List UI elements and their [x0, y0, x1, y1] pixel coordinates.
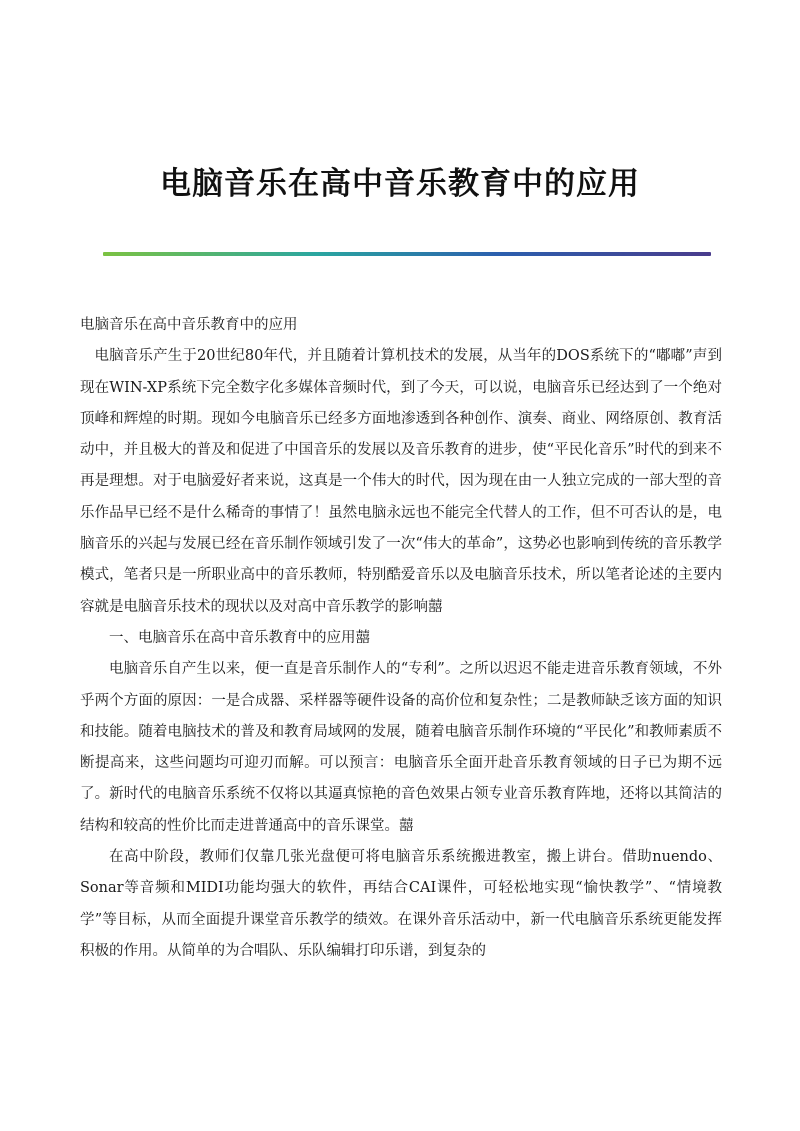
paragraph-3: 在高中阶段，教师们仅靠几张光盘便可将电脑音乐系统搬进教室，搬上讲台。借助nuendo、Sonar等音频和MIDI功能均强大的软件，再结合CAI课件，可轻松地实现“愉快教学”、“情境教学”等目标，从而全面提升课堂音乐教学的绩效。在课外音乐活动中，新一代电脑音乐系统更能发挥积极的作用。从简单的为合唱队、乐队编辑打印乐谱，到复杂的 [80, 849, 722, 959]
document-title: 电脑音乐在高中音乐教育中的应用 [160, 166, 640, 202]
document-subtitle: 电脑音乐在高中音乐教育中的应用 [80, 317, 298, 333]
paragraph-2: 电脑音乐自产生以来，便一直是音乐制作人的“专利”。之所以迟迟不能走进音乐教育领域，不外乎两个方面的原因：一是合成器、采样器等硬件设备的高价位和复杂性；二是教师缺乏该方面的知识和技能。随着电脑技术的普及和教育局域网的发展，随着电脑音乐制作环境的“平民化”和教师素质不断提高来，这些问题均可迎刃而解。可以预言：电脑音乐全面开赴音乐教育领域的日子已为期不远了。新时代的电脑音乐系统不仅将以其逼真惊艳的音色效果占领专业音乐教育阵地，还将以其简洁的结构和较高的性价比而走进普通高中的音乐课堂。囍 [80, 661, 722, 834]
title-divider [103, 252, 711, 256]
section-heading-1: 一、电脑音乐在高中音乐教育中的应用囍 [109, 629, 370, 646]
paragraph-intro: 电脑音乐产生于20世纪80年代，并且随着计算机技术的发展，从当年的DOS系统下的“嘟嘟”声到现在WIN-XP系统下完全数字化多媒体音频时代，到了今天，可以说，电脑音乐已经达到了一个绝对顶峰和辉煌的时期。现如今电脑音乐已经多方面地渗透到各种创作、演奏、商业、网络原创、教育活动中，并且极大的普及和促进了中国音乐的发展以及音乐教育的进步，使“平民化音乐”时代的到来不再是理想。对于电脑爱好者来说，这真是一个伟大的时代，因为现在由一人独立完成的一部大型的音乐作品早已经不是什么稀奇的事情了！虽然电脑永远也不能完全代替人的工作，但不可否认的是，电脑音乐的兴起与发展已经在音乐制作领域引发了一次“伟大的革命”，这势必也影响到传统的音乐教学模式，笔者只是一所职业高中的音乐教师，特别酷爱音乐以及电脑音乐技术，所以笔者论述的主要内容就是电脑音乐技术的现状以及对高中音乐教学的影响囍 [80, 348, 722, 615]
document-body [80, 310, 722, 967]
